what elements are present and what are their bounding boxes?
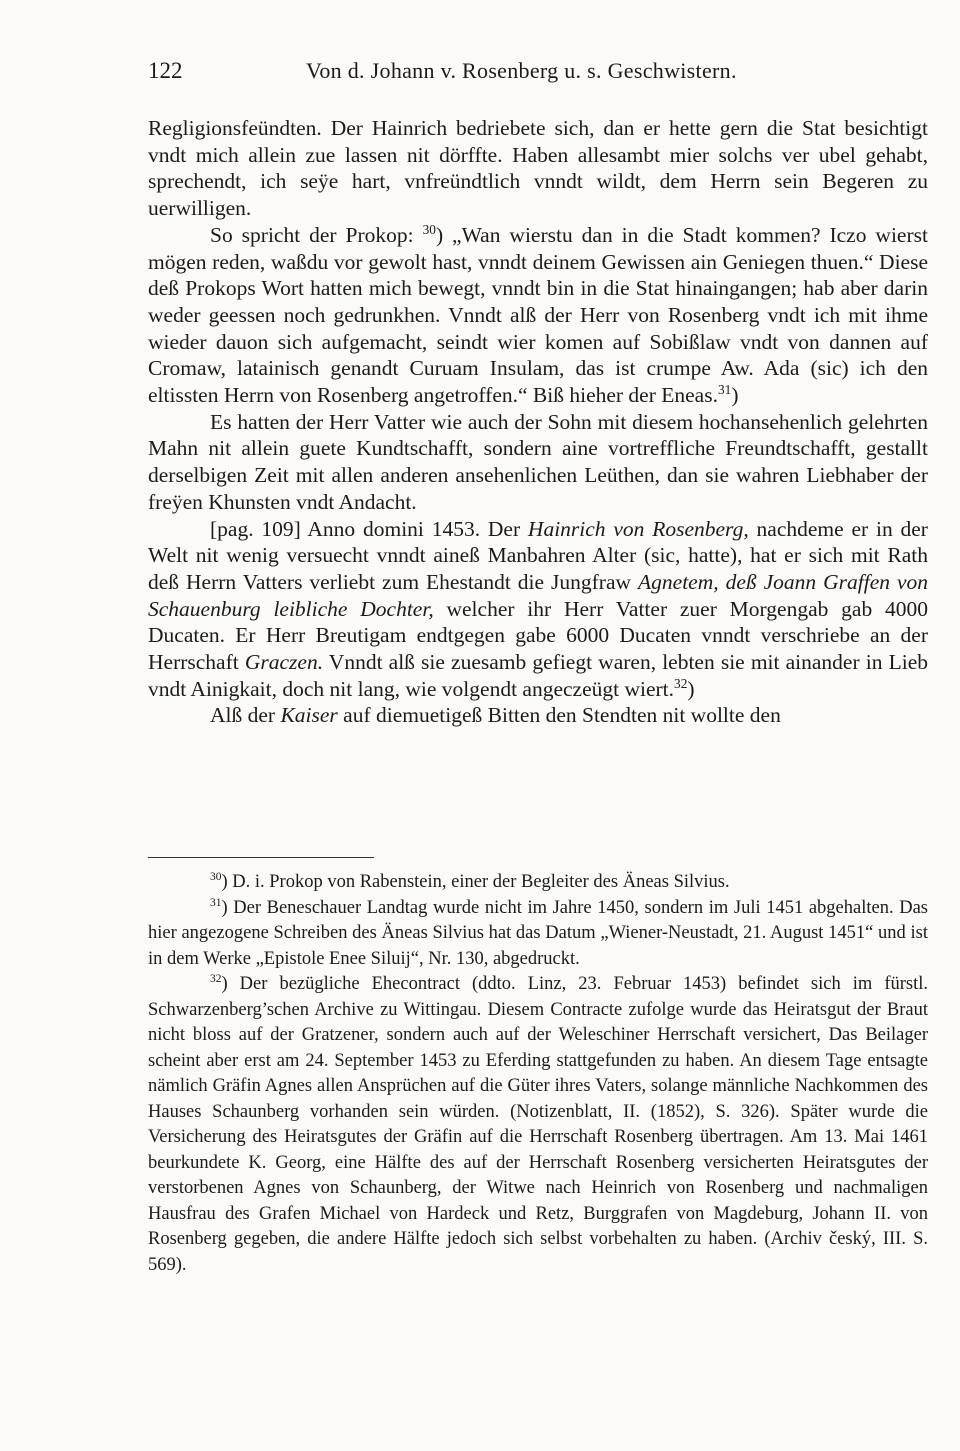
- paragraph-1: Regligionsfeündten. Der Hainrich bedriebete sich, dan er hette gern die Stat besichtigt vndt mich allein zue lassen nit dörffte. Haben allesambt mier solchs ver ubel gehabt, sprechendt, ich seÿe hart, vnfreündtlich vnndt wildt, dem Herrn sein Begeren zu uerwilligen.: [148, 116, 928, 221]
- paragraph-2-text-a: So spricht der Prokop:: [210, 222, 423, 247]
- footnote-31: [148, 896, 928, 973]
- paragraph-5: [148, 702, 928, 729]
- footnote-ref-30: 30: [422, 221, 436, 237]
- footnote-ref-31: 31: [717, 381, 732, 397]
- italic-name-hainrich: Hainrich von Rosenberg,: [527, 516, 749, 541]
- main-text: [148, 115, 928, 729]
- paragraph-2-text-b: ) „Wan wierstu dan in die Stadt kommen? Iczo wierst mögen reden, waßdu vor gewolt hast, vnndt deinem Gewissen ain Geniegen thuen.“ Diese deß Prokops Wort hatten mich bewegt, vnndt bin in die Stat hinaingangen; hab aber darin weder geessen noch gedrunkhen. Vnndt alß der Herr von Rosenberg vndt ich mit ihme wieder dauon sich aufgemacht, seindt wier komen auf Sobißlaw vndt von dannen auf Cromaw, latainisch genandt Curuam Insulam, das ist crumpe Aw. Ada (sic) ich den eltissten Herrn von Rosenberg angetroffen.“ Biß hieher der Eneas.: [148, 222, 928, 408]
- paragraph-2-text-c: ): [731, 383, 739, 408]
- paragraph-4-text-a: [pag. 109] Anno domini 1453. Der: [210, 516, 528, 541]
- italic-word-kaiser: Kaiser: [280, 703, 338, 728]
- paragraph-5-text-a: Alß der: [210, 703, 281, 728]
- italic-name-agnetem: Agnetem, deß Joann Graffen von Schauenburg leibliche Dochter,: [148, 569, 929, 621]
- footnote-31-text: ) Der Beneschauer Landtag wurde nicht im Jahre 1450, sondern im Juli 1451 abgehalten. Das hier angezogene Schreiben des Äneas Silvius hat das Datum „Wiener-Neustadt, 21. August 1451“ und ist in dem Werke „Epistole Enee Siluij“, Nr. 130, abgedruckt.: [148, 897, 928, 969]
- italic-place-graczen: Graczen.: [244, 650, 324, 675]
- footnote-mark-31: 31: [210, 896, 222, 909]
- paragraph-4-text-e: ): [687, 676, 695, 701]
- paragraph-4-text-d: Vnndt alß sie zuesamb gefiegt waren, lebten sie mit ainander in Lieb vndt Ainigkait, doch nit lang, wie volgendt angeczeügt wiert.: [148, 650, 928, 701]
- footnote-mark-32: 32: [210, 972, 222, 985]
- paragraph-2: [148, 222, 928, 409]
- footnote-32: [148, 972, 928, 1278]
- footnote-ref-32: 32: [674, 675, 688, 691]
- footnote-mark-30: 30: [210, 870, 222, 883]
- footnote-separator: [148, 857, 374, 858]
- running-head: Von d. Johann v. Rosenberg u. s. Geschwistern.: [306, 58, 737, 83]
- footnote-30: [148, 870, 928, 896]
- paragraph-3: Es hatten der Herr Vatter wie auch der Sohn mit diesem hochansehenlich gelehrten Mahn nit allein guete Kundtschafft, sondern aine vortreffliche Freundtschafft, gestallt derselbigen Zeit mit allen anderen ansehenlichen Leüthen, dan sie wahren Liebhaber der freÿen Khunsten vndt Andacht.: [148, 409, 928, 514]
- paragraph-4-text-c: welcher ihr Herr Vatter zuer Morgengab gab 4000 Ducaten. Er Herr Breutigam endtgegen gabe 6000 Ducaten vnndt verschriebe an der Herrschaft: [148, 596, 928, 675]
- footnote-32-text: ) Der bezügliche Ehecontract (ddto. Linz, 23. Februar 1453) befindet sich im fürstl. Schwarzenberg’schen Archive zu Wittingau. Diesem Contracte zufolge wurde das Heiratsgut der Braut nicht bloss auf der Gratzener, sondern auch auf der Weleschiner Herrschaft versichert, Das Beilager scheint aber erst am 24. September 1453 zu Eferding stattgefunden zu haben. An diesem Tage entsagte nämlich Gräfin Agnes allen Ansprüchen auf die Güter ihres Vaters, solange männliche Nachkommen des Hauses Schaunberg vorhanden sein würden. (Notizenblatt, II. (1852), S. 326). Später wurde die Versicherung des Heiratsgutes der Gräfin auf die Herrschaft Rosenberg übertragen. Am 13. Mai 1461 beurkundete K. Georg, eine Hälfte des auf der Herrschaft Rosenberg versicherten Heiratsgutes der verstorbenen Agnes von Schaunberg, der Witwe nach Heinrich von Rosenberg und nachmaligen Hausfrau des Grafen Michael von Hardeck und Retz, Burggrafen von Magdeburg, Johann II. von Rosenberg gegeben, die andere Hälfte jedoch sich selbst vorbehalten zu haben. (Archiv český, III. S. 569).: [148, 974, 928, 1275]
- footnotes: [148, 870, 928, 1278]
- paragraph-5-text-b: auf diemuetigeß Bitten den Stendten nit wollte den: [337, 703, 781, 728]
- page-number: 122: [148, 58, 183, 83]
- paragraph-4: [148, 516, 928, 703]
- page-header: [148, 54, 928, 88]
- paragraph-4-text-b: nachdeme er in der Welt nit wenig versuecht vnndt aineß Manbahren Alter (sic, hatte), hat er sich mit Rath deß Herrn Vatters verliebt zum Ehestandt die Jungfraw: [148, 516, 928, 594]
- footnote-30-text: ) D. i. Prokop von Rabenstein, einer der Begleiter des Äneas Silvius.: [221, 872, 730, 892]
